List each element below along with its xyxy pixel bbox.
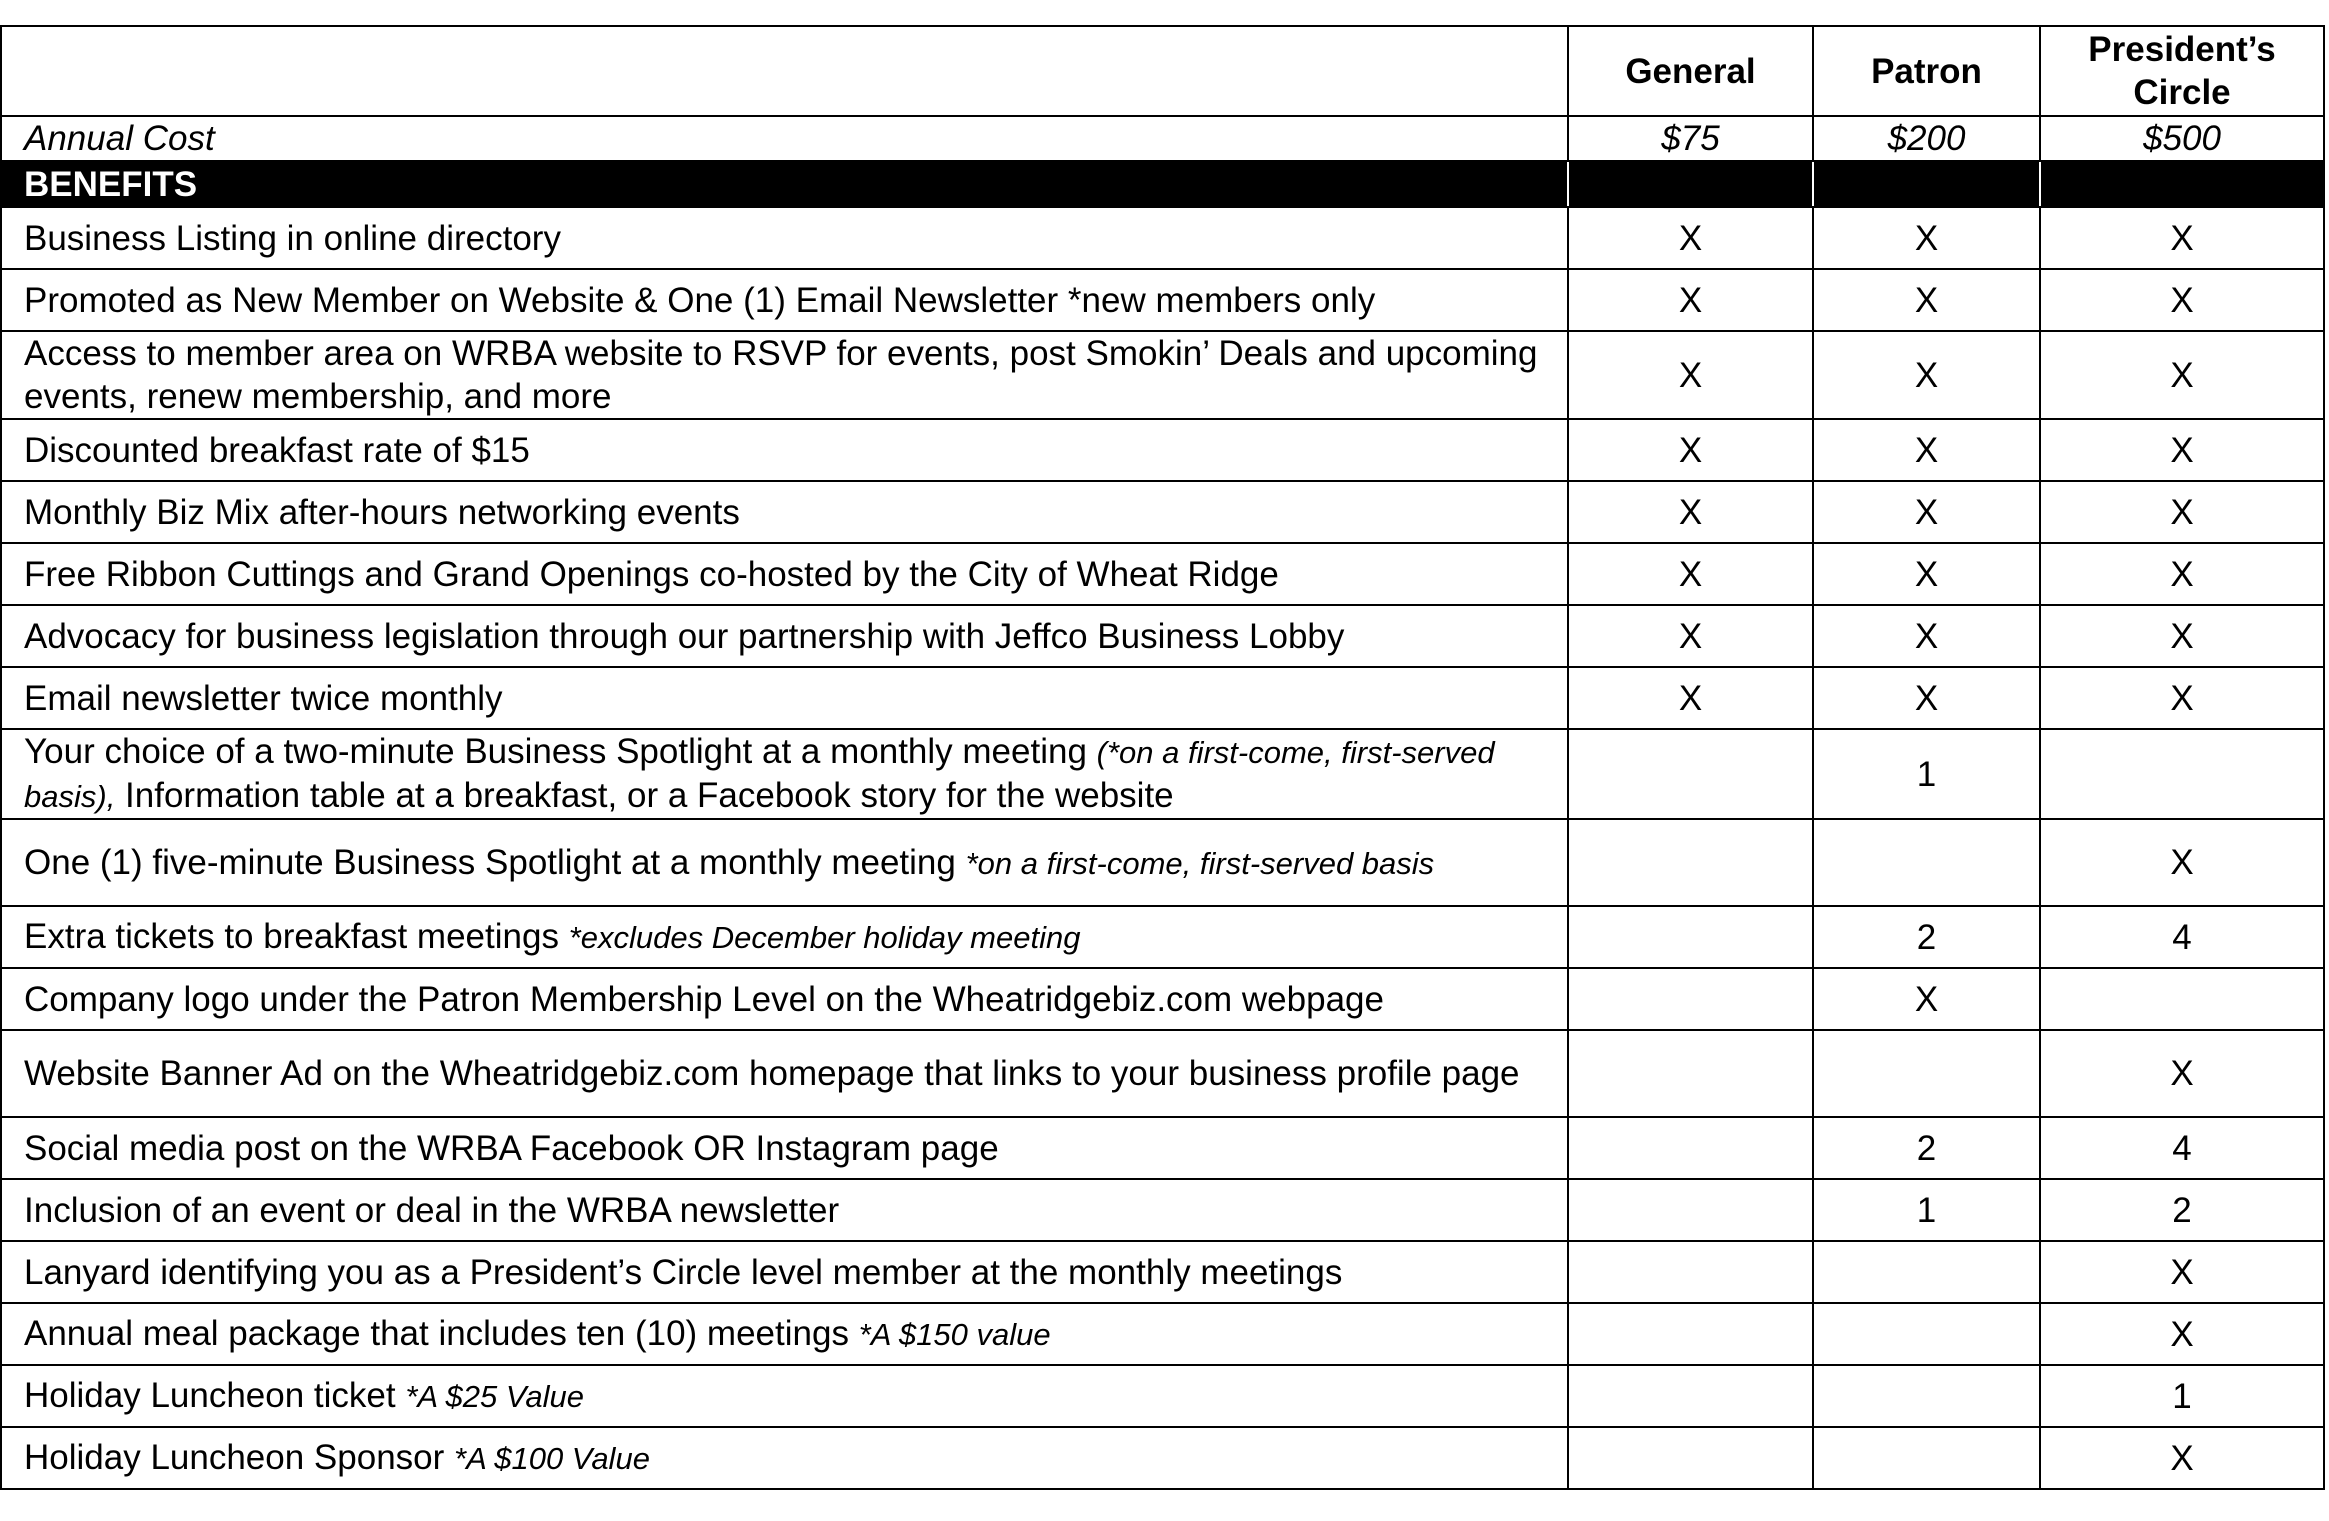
column-header-presidents-circle: President’s Circle <box>2040 26 2324 116</box>
benefit-text: Business Listing in online directory <box>24 218 561 258</box>
benefit-value-general <box>1568 968 1813 1030</box>
benefit-description <box>1 729 1568 819</box>
header-row <box>1 26 2324 116</box>
benefit-value-patron: X <box>1813 605 2040 667</box>
benefit-description <box>1 269 1568 331</box>
annual-cost-general: $75 <box>1568 116 1813 161</box>
benefit-value-patron: X <box>1813 419 2040 481</box>
benefit-value-general <box>1568 1365 1813 1427</box>
table-row <box>1 906 2324 968</box>
benefit-description <box>1 1241 1568 1303</box>
benefit-text: Annual meal package that includes ten (10) meetings <box>24 1314 859 1353</box>
annual-cost-label: Annual Cost <box>1 116 1568 161</box>
annual-cost-presidents-circle: $500 <box>2040 116 2324 161</box>
benefit-value-general <box>1568 906 1813 968</box>
benefit-description <box>1 819 1568 906</box>
benefit-value-general: X <box>1568 419 1813 481</box>
benefit-text: Website Banner Ad on the Wheatridgebiz.com homepage that links to your business profile page <box>24 1054 1520 1093</box>
benefit-text: Free Ribbon Cuttings and Grand Openings co-hosted by the City of Wheat Ridge <box>24 554 1279 594</box>
benefit-note: *on a first-come, first-served basis <box>965 845 1435 881</box>
benefit-value-presidents-circle: X <box>2040 1241 2324 1303</box>
benefit-description <box>1 481 1568 543</box>
benefit-value-presidents-circle: X <box>2040 481 2324 543</box>
benefit-text: Monthly Biz Mix after-hours networking events <box>24 492 740 532</box>
table-row <box>1 968 2324 1030</box>
benefit-text: Company logo under the Patron Membership Level on the Wheatridgebiz.com webpage <box>24 979 1384 1019</box>
benefit-description <box>1 968 1568 1030</box>
benefit-description <box>1 1365 1568 1427</box>
table-row <box>1 331 2324 419</box>
column-header-patron: Patron <box>1813 26 2040 116</box>
benefit-text: Access to member area on WRBA website to RSVP for events, post Smokin’ Deals and upcoming events, renew membership, and more <box>24 334 1538 416</box>
benefit-value-patron: 1 <box>1813 1179 2040 1241</box>
table-row <box>1 1030 2324 1117</box>
benefit-text: Holiday Luncheon ticket <box>24 1376 406 1415</box>
table-row <box>1 1179 2324 1241</box>
benefit-value-patron <box>1813 1241 2040 1303</box>
membership-benefits-table <box>0 25 2325 1490</box>
benefit-description <box>1 605 1568 667</box>
benefit-value-general: X <box>1568 481 1813 543</box>
benefit-value-presidents-circle: X <box>2040 419 2324 481</box>
benefit-value-patron: X <box>1813 331 2040 419</box>
benefit-description <box>1 1030 1568 1117</box>
benefit-description <box>1 331 1568 419</box>
benefit-value-patron: 1 <box>1813 729 2040 819</box>
table-row <box>1 1117 2324 1179</box>
benefit-text: Discounted breakfast rate of $15 <box>24 430 530 470</box>
benefit-value-patron: X <box>1813 543 2040 605</box>
benefit-value-general: X <box>1568 543 1813 605</box>
table-row <box>1 481 2324 543</box>
benefit-value-general <box>1568 729 1813 819</box>
benefit-value-presidents-circle: X <box>2040 1427 2324 1489</box>
benefit-description <box>1 1303 1568 1365</box>
table-row <box>1 543 2324 605</box>
benefit-value-patron <box>1813 1303 2040 1365</box>
table-row <box>1 269 2324 331</box>
benefit-value-patron <box>1813 819 2040 906</box>
table-row <box>1 419 2324 481</box>
benefit-value-presidents-circle: X <box>2040 819 2324 906</box>
benefit-value-presidents-circle: 4 <box>2040 906 2324 968</box>
benefit-value-general: X <box>1568 605 1813 667</box>
table-row <box>1 1427 2324 1489</box>
benefit-value-general: X <box>1568 207 1813 269</box>
table-row <box>1 1303 2324 1365</box>
benefit-value-general: X <box>1568 331 1813 419</box>
benefit-text: Holiday Luncheon Sponsor <box>24 1438 455 1477</box>
benefit-description <box>1 906 1568 968</box>
benefit-value-patron: X <box>1813 481 2040 543</box>
column-header-general: General <box>1568 26 1813 116</box>
benefit-value-general <box>1568 1427 1813 1489</box>
benefit-value-patron: 2 <box>1813 906 2040 968</box>
benefits-section-title: BENEFITS <box>1 161 1568 207</box>
table-row <box>1 605 2324 667</box>
benefit-text: Inclusion of an event or deal in the WRBA newsletter <box>24 1190 840 1230</box>
benefit-value-presidents-circle: X <box>2040 667 2324 729</box>
benefit-note: *A $150 value <box>858 1317 1051 1352</box>
benefit-value-general <box>1568 1117 1813 1179</box>
benefit-value-presidents-circle: X <box>2040 1030 2324 1117</box>
benefit-description <box>1 667 1568 729</box>
benefit-value-presidents-circle: 1 <box>2040 1365 2324 1427</box>
benefit-note: *excludes December holiday meeting <box>568 920 1081 955</box>
benefit-description <box>1 419 1568 481</box>
benefit-value-general <box>1568 1179 1813 1241</box>
benefit-note: (*on a first-come, first-served basis), <box>24 735 1495 814</box>
benefit-description <box>1 1179 1568 1241</box>
benefit-text-continued: Information table at a breakfast, or a Facebook story for the website <box>115 776 1174 815</box>
benefit-value-presidents-circle: X <box>2040 331 2324 419</box>
benefit-description <box>1 1427 1568 1489</box>
table-row <box>1 667 2324 729</box>
benefit-value-patron: X <box>1813 207 2040 269</box>
annual-cost-patron: $200 <box>1813 116 2040 161</box>
benefit-value-presidents-circle: 2 <box>2040 1179 2324 1241</box>
benefit-text: Social media post on the WRBA Facebook OR Instagram page <box>24 1128 999 1168</box>
benefit-value-general <box>1568 1303 1813 1365</box>
table-row <box>1 729 2324 819</box>
header-blank-cell <box>1 26 1568 116</box>
benefit-value-general: X <box>1568 667 1813 729</box>
benefit-value-presidents-circle: X <box>2040 269 2324 331</box>
benefit-value-presidents-circle: X <box>2040 1303 2324 1365</box>
benefit-description <box>1 1117 1568 1179</box>
benefit-value-presidents-circle: X <box>2040 207 2324 269</box>
benefit-value-patron: X <box>1813 968 2040 1030</box>
benefit-value-presidents-circle: X <box>2040 605 2324 667</box>
benefit-value-general <box>1568 1030 1813 1117</box>
section-blank-cell <box>1568 161 1813 207</box>
benefit-value-general <box>1568 1241 1813 1303</box>
benefit-value-patron <box>1813 1365 2040 1427</box>
benefit-text: Your choice of a two-minute Business Spotlight at a monthly meeting <box>24 732 1097 771</box>
section-blank-cell <box>2040 161 2324 207</box>
benefit-value-patron: X <box>1813 667 2040 729</box>
benefit-note: *A $100 Value <box>454 1441 650 1476</box>
benefit-text: Lanyard identifying you as a President’s Circle level member at the monthly meetings <box>24 1252 1343 1292</box>
benefit-text: Extra tickets to breakfast meetings <box>24 917 569 956</box>
benefit-description <box>1 207 1568 269</box>
benefit-text: Email newsletter twice monthly <box>24 678 503 718</box>
section-blank-cell <box>1813 161 2040 207</box>
benefits-section-row <box>1 161 2324 207</box>
table-row <box>1 1365 2324 1427</box>
benefit-value-presidents-circle: X <box>2040 543 2324 605</box>
benefit-value-general: X <box>1568 269 1813 331</box>
table-row <box>1 819 2324 906</box>
benefit-description <box>1 543 1568 605</box>
benefit-value-presidents-circle <box>2040 968 2324 1030</box>
table-row <box>1 207 2324 269</box>
benefit-text: Advocacy for business legislation through our partnership with Jeffco Business Lobby <box>24 616 1345 656</box>
annual-cost-row <box>1 116 2324 161</box>
benefit-value-patron <box>1813 1427 2040 1489</box>
benefit-value-general <box>1568 819 1813 906</box>
benefit-value-presidents-circle: 4 <box>2040 1117 2324 1179</box>
benefit-text: One (1) five-minute Business Spotlight at a monthly meeting <box>24 842 966 882</box>
benefit-text: Promoted as New Member on Website & One (1) Email Newsletter *new members only <box>24 280 1376 320</box>
benefit-value-patron: 2 <box>1813 1117 2040 1179</box>
benefit-note: *A $25 Value <box>405 1379 585 1414</box>
benefit-value-patron: X <box>1813 269 2040 331</box>
table-row <box>1 1241 2324 1303</box>
benefit-value-patron <box>1813 1030 2040 1117</box>
benefit-value-presidents-circle <box>2040 729 2324 819</box>
